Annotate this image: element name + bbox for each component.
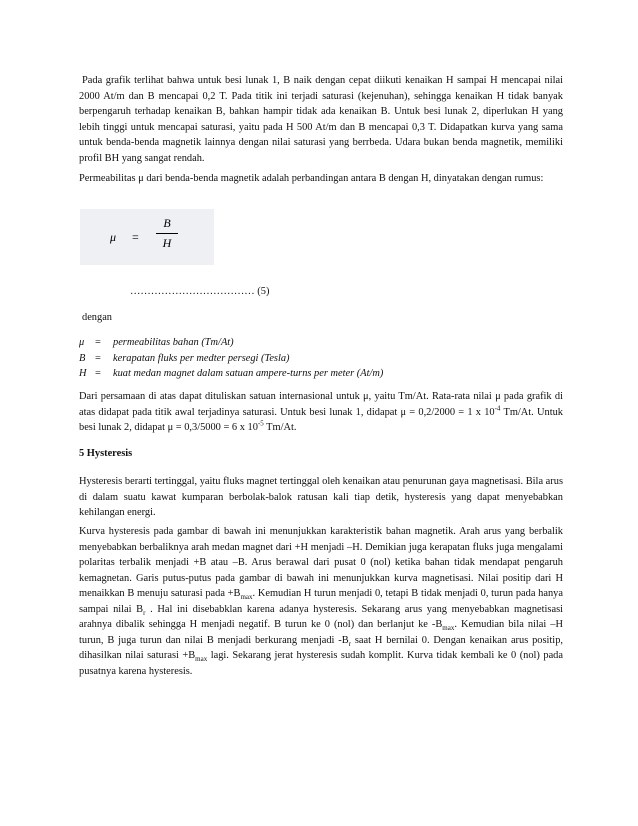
paragraph-text	[79, 524, 563, 679]
paragraph-text: Pada grafik terlihat bahwa untuk besi lunak 1, B naik dengan cepat diikuti kenaikan H sampai H mencapai nilai 2000 At/m dan B mencapai 0,2 T. Pada titik ini terjadi saturasi (kejenuhan), sehingga kenaikan H tidak banyak berpengaruh terhadap kenaikan B, bahkan hampir tidak ada kenaikan B. Untuk besi lunak 2, diperlukan H yang lebih tinggi untuk mencapai saturasi, yaitu pada H 500 At/m dan B mencapai 0,3 T. Didapatkan kurva yang sama untuk benda-benda magnetik lainnya dengan nilai saturasi yang berrbeda. Udara bukan benda magnetik, memiliki profil BH yang sangat rendah.	[79, 75, 563, 164]
definition-symbol: H	[79, 368, 87, 379]
text-run: saat H bernilai 0. Dengan kenaikan arus positip, dihasilkan nilai saturasi +B	[79, 634, 563, 661]
fraction-bar	[156, 233, 178, 234]
paragraph-text: Permeabilitas μ dari benda-benda magnetik adalah perbandingan antara B dengan H, dinyatakan dengan rumus:	[79, 173, 544, 184]
paragraph-permeability	[79, 171, 563, 187]
definition-text: permeabilitas bahan (Tm/At)	[113, 337, 234, 348]
text-run: . Kemudian bila nilai –H turun, B juga turun dan nilai B menjadi berkurang menjadi -B	[79, 619, 563, 646]
definition-row	[79, 335, 563, 351]
formula-denominator: H	[162, 236, 172, 250]
formula-image	[80, 209, 214, 265]
definition-equals: =	[95, 368, 101, 379]
superscript: -4	[494, 404, 501, 413]
definition-row	[79, 351, 563, 367]
subscript: r	[348, 639, 351, 648]
paragraph-text: Hysteresis berarti tertinggal, yaitu fluks magnet tertinggal oleh kenaikan atau penurunan gaya magnetisasi. Bila arus di dalam suatu kawat kumparan berbolak-balok ratusan kali tiap detik, hysteresis yang dapat menyebabkan kehilangan energi.	[79, 476, 563, 518]
text-run: . Kemudian H turun menjadi 0, tetapi B tidak menjadi 0, turun pada hanya sampai nilai B	[79, 588, 563, 615]
definition-symbol: μ	[79, 337, 85, 348]
formula-fraction	[156, 216, 178, 251]
definition-symbol: B	[79, 352, 86, 364]
text-run: lagi. Sekarang jerat hysteresis sudah komplit. Kurva tidak kembali ke 0 (nol) pada pusatnya karena hysteresis.	[79, 650, 563, 677]
superscript: -5	[257, 419, 264, 428]
definition-equals: =	[95, 352, 101, 364]
paragraph-hysteresis-curve	[79, 524, 563, 679]
paragraph-text	[79, 389, 563, 436]
section-heading-block	[79, 446, 563, 462]
formula-lhs: μ	[110, 230, 117, 244]
text-run: Kurva hysteresis pada gambar di bawah ini menunjukkan karakteristik bahan magnetik. Arah arus yang berbalik menyebabkan berbaliknya arah medan magnet dari +H menjadi –H. Demikian juga kerapatan fluks juga mengalami polaritas terbalik menjadi +B atau –B. Arus berawal dari pusat 0 (nol) ketika bahan tidak mendapat pengaruh kemagnetan. Garis putus-putus pada gambar di bawah ini menunjukkan kurva magnetisasi. Nilai positip dari H menaikkan B menuju saturasi pada +B	[79, 526, 563, 599]
paragraph-hysteresis-definition	[79, 474, 563, 521]
equation-number: ……………………………… (5)	[130, 286, 270, 297]
text-run: . Hal ini disebabklan karena adanya hysteresis. Sekarang arus yang menyebabkan magnetisasi arahnya dibalik sehingga H menjadi negatif. B turun ke 0 (nol) dan berlanjut ke -B	[79, 603, 563, 630]
definition-text: kerapatan fluks per medter persegi (Tesla)	[113, 352, 290, 364]
definition-row	[79, 366, 563, 382]
text-run: Tm/At.	[263, 422, 297, 433]
text-run: Dari persamaan di atas dapat dituliskan satuan internasional untuk μ, yaitu Tm/At. Rata-rata nilai μ pada grafik di atas didapat pada titik awal terjadinya saturasi. Untuk besi lunak 1, didapat μ = 0,2/2000 = 1 x 10	[79, 391, 563, 418]
text-run: Tm/At. Untuk besi lunak 2, didapat μ = 0,3/5000 = 6 x 10	[79, 406, 563, 433]
formula-equals: =	[132, 230, 139, 244]
dengan-label	[79, 310, 563, 326]
subscript: max	[195, 655, 208, 664]
definition-list	[79, 335, 563, 382]
subscript: max	[442, 624, 455, 633]
definition-text: kuat medan magnet dalam satuan ampere-turns per meter (At/m)	[113, 368, 384, 379]
definition-equals: =	[95, 337, 101, 348]
section-heading: 5 Hysteresis	[79, 448, 133, 459]
formula-numerator: B	[163, 216, 171, 230]
paragraph-text: dengan	[82, 312, 113, 323]
paragraph-saturation	[79, 73, 563, 166]
subscript: max	[240, 593, 253, 602]
paragraph-units	[79, 389, 563, 436]
subscript: r	[143, 608, 146, 617]
